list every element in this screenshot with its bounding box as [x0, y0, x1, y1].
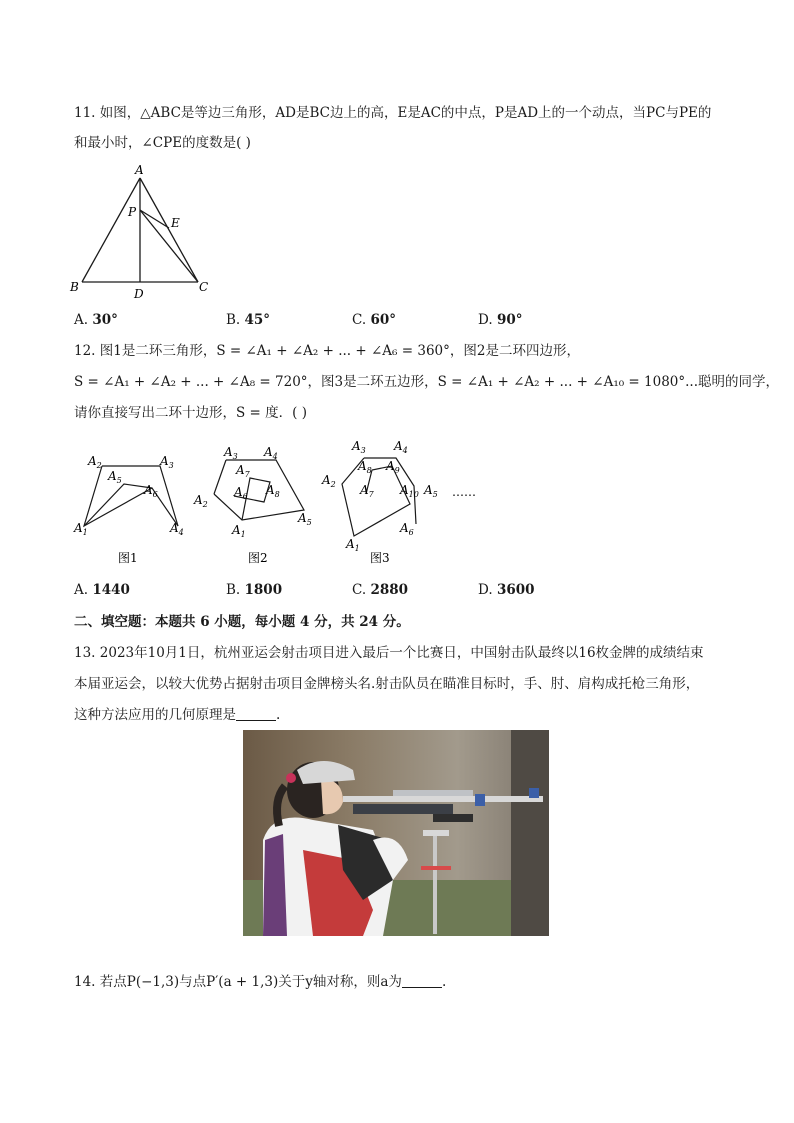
- q12-figures: [66, 436, 506, 572]
- fig1-label-a5: $A_5$: [108, 469, 122, 485]
- q14-stem-text: 14. 若点P(−1,3)与点P′(a + 1,3)关于y轴对称，则a为: [74, 974, 402, 990]
- q12-option-a-letter: A.: [74, 582, 93, 598]
- q11-option-c-value: 60°: [370, 312, 396, 328]
- q12-stem-line2: S = ∠A₁ + ∠A₂ + ... + ∠A₈ = 720°，图3是二环五边形，S = ∠A₁ + ∠A₂ + ... + ∠A₁₀ = 1080°...聪明的同学，: [74, 374, 780, 390]
- fig2-label-a5: $A_5$: [298, 511, 312, 527]
- fig1-label-a6: $A_6$: [144, 483, 158, 499]
- q11-option-a: [74, 310, 118, 330]
- fig2-label-a8: $A_8$: [266, 483, 280, 499]
- shooter-photo: [243, 730, 549, 936]
- q11-option-b: [226, 310, 270, 330]
- q12-option-c: [352, 580, 408, 600]
- fig2-label-a1: $A_1$: [232, 523, 246, 539]
- fig3-label-a3: $A_3$: [352, 439, 366, 455]
- fig1-caption: 图1: [118, 551, 138, 565]
- fig2-label-a3: $A_3$: [224, 445, 238, 461]
- fig3-label-a7: $A_7$: [360, 483, 374, 499]
- q12-option-c-value: 2880: [370, 582, 409, 598]
- q12-option-b: [226, 580, 282, 600]
- q12-option-d-letter: D.: [478, 582, 497, 598]
- q11-label-e: E: [171, 216, 180, 230]
- q13-stem-line3: 这种方法应用的几何原理是 .: [74, 707, 281, 723]
- q11-label-c: C: [199, 280, 209, 294]
- q14-answer-blank[interactable]: [402, 973, 442, 988]
- fig1-label-a2: $A_2$: [88, 454, 102, 470]
- fig2-label-a7: $A_7$: [236, 463, 250, 479]
- q12-option-d-value: 3600: [496, 582, 535, 598]
- q11-option-d-letter: D.: [478, 312, 497, 328]
- fig2-label-a6: $A_6$: [234, 485, 248, 501]
- q11-stem-line2: 和最小时，∠CPE的度数是( ): [74, 135, 251, 151]
- q12-option-c-letter: C.: [352, 582, 371, 598]
- q11-option-a-letter: A.: [74, 312, 93, 328]
- fig2-label-a4: $A_4$: [264, 445, 278, 461]
- fig3-caption: 图3: [370, 551, 390, 565]
- fig3-label-a2: $A_2$: [322, 473, 336, 489]
- q11-label-d: D: [134, 287, 144, 300]
- q11-option-c-letter: C.: [352, 312, 371, 328]
- fig3-label-a4: $A_4$: [394, 439, 408, 455]
- q11-label-b: B: [70, 280, 79, 294]
- q12-option-d: [478, 580, 535, 600]
- q11-option-b-letter: B.: [226, 312, 245, 328]
- q11-option-d: [478, 310, 522, 330]
- q11-option-c: [352, 310, 396, 330]
- q11-label-a: A: [135, 163, 144, 177]
- fig3-label-a10: $A_{10}$: [400, 483, 419, 499]
- fig3-label-a6: $A_6$: [400, 521, 414, 537]
- fig1-label-a1: $A_1$: [74, 521, 88, 537]
- q14-stem: 14. 若点P(−1,3)与点P′(a + 1,3)关于y轴对称，则a为 .: [74, 974, 447, 990]
- q11-option-b-value: 45°: [244, 312, 271, 328]
- fig3-label-a1: $A_1$: [346, 537, 360, 553]
- fig1-label-a4: $A_4$: [170, 521, 184, 537]
- q11-triangle-figure: [66, 160, 226, 300]
- q12-stem-line1: 12. 图1是二环三角形，S = ∠A₁ + ∠A₂ + ... + ∠A₆ = 360°，图2是二环四边形，: [74, 343, 580, 359]
- q11-option-d-value: 90°: [496, 312, 523, 328]
- q11-stem-line1: 11. 如图，△ABC是等边三角形，AD是BC边上的高，E是AC的中点，P是AD上的一个动点，当PC与PE的: [74, 105, 712, 121]
- q12-option-b-letter: B.: [226, 582, 245, 598]
- fig3-label-a5: $A_5$: [424, 483, 438, 499]
- q12-option-a: [74, 580, 130, 600]
- fig3-label-a9: $A_9$: [386, 459, 400, 475]
- q12-stem-line3: 请你直接写出二环十边形，S = 度．( ): [74, 405, 307, 421]
- q11-label-p: P: [128, 205, 137, 219]
- fig3-label-a8: $A_8$: [358, 459, 372, 475]
- fig1-label-a3: $A_3$: [160, 454, 174, 470]
- fig2-caption: 图2: [248, 551, 268, 565]
- q13-stem-line3-text: 这种方法应用的几何原理是: [74, 707, 236, 723]
- q11-option-a-value: 30°: [92, 312, 118, 328]
- q12-option-b-value: 1800: [244, 582, 283, 598]
- fig-ellipsis: ……: [452, 485, 476, 499]
- q13-stem-line1: 13. 2023年10月1日，杭州亚运会射击项目进入最后一个比赛日，中国射击队最终以16枚金牌的成绩结束: [74, 645, 704, 661]
- q12-option-a-value: 1440: [92, 582, 130, 598]
- fig2-label-a2: $A_2$: [194, 493, 208, 509]
- q13-answer-blank[interactable]: [236, 706, 276, 721]
- q13-stem-line2: 本届亚运会，以较大优势占据射击项目金牌榜头名.射击队员在瞄准目标时，手、肘、肩构成托枪三角形，: [74, 676, 700, 692]
- section2-title: 二、填空题：本题共 6 小题，每小题 4 分，共 24 分。: [74, 614, 410, 630]
